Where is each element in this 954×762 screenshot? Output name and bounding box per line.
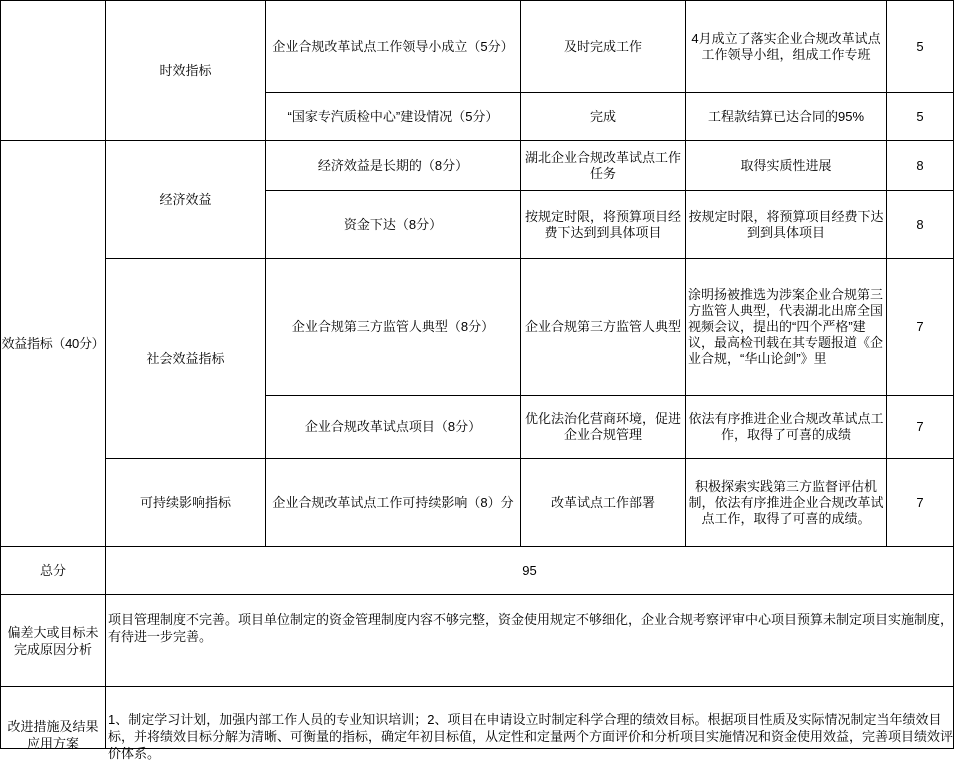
actual-value-cell[interactable]: 取得实质性进展: [686, 141, 887, 191]
improvement-plan-text[interactable]: 1、制定学习计划，加强内部工作人员的专业知识培训；2、项目在申请设立时制定科学合理的绩效目标。根据项目性质及实际情况制定当年绩效目标，并将绩效目标分解为清晰、可衡量的指标，确定年初目标值，从定性和定量两个方面评价和分析项目实施情况和资金使用效益，完善项目绩效评价体系。: [108, 712, 954, 761]
table-row: [1, 595, 954, 687]
actual-value-cell[interactable]: 按规定时限，将预算项目经费下达到到具体项目: [686, 191, 887, 259]
table-row: [1, 459, 954, 547]
score-cell[interactable]: 7: [887, 459, 954, 547]
score-cell[interactable]: 8: [887, 141, 954, 191]
subcategory-cell-timeliness[interactable]: 时效指标: [106, 1, 266, 141]
indicator-cell[interactable]: 企业合规改革试点项目（8分）: [266, 396, 521, 459]
indicator-cell[interactable]: 资金下达（8分）: [266, 191, 521, 259]
target-value-cell[interactable]: 企业合规第三方监管人典型: [521, 259, 686, 396]
subcategory-cell-economic[interactable]: 经济效益: [106, 141, 266, 259]
subcategory-cell-sustainable[interactable]: 可持续影响指标: [106, 459, 266, 547]
table-row: [1, 547, 954, 595]
target-value-cell[interactable]: 优化法治化营商环境，促进企业合规管理: [521, 396, 686, 459]
actual-value-cell[interactable]: 积极探索实践第三方监督评估机制，依法有序推进企业合规改革试点工作，取得了可喜的成绩。: [686, 459, 887, 547]
indicator-cell[interactable]: 经济效益是长期的（8分）: [266, 141, 521, 191]
score-cell[interactable]: 8: [887, 191, 954, 259]
improvement-label-text[interactable]: 改进措施及结果应用方案: [7, 719, 99, 751]
category-cell[interactable]: [1, 1, 106, 141]
total-label-cell[interactable]: 总分: [1, 547, 106, 595]
target-value-cell[interactable]: 改革试点工作部署: [521, 459, 686, 547]
target-value-cell[interactable]: 及时完成工作: [521, 1, 686, 93]
score-cell[interactable]: 5: [887, 93, 954, 141]
category-cell-benefit[interactable]: 效益指标（40分）: [1, 141, 106, 547]
actual-value-cell[interactable]: 依法有序推进企业合规改革试点工作，取得了可喜的成绩: [686, 396, 887, 459]
improvement-label-cell[interactable]: [1, 687, 106, 749]
total-score-cell[interactable]: 95: [106, 547, 954, 595]
score-cell[interactable]: 7: [887, 259, 954, 396]
indicator-cell[interactable]: 企业合规改革试点工作领导小成立（5分）: [266, 1, 521, 93]
table-row: [1, 259, 954, 396]
target-value-cell[interactable]: 湖北企业合规改革试点工作任务: [521, 141, 686, 191]
subcategory-cell-social[interactable]: 社会效益指标: [106, 259, 266, 459]
table-row: [1, 141, 954, 191]
table-row: [1, 1, 954, 93]
target-value-cell[interactable]: 按规定时限，将预算项目经费下达到到具体项目: [521, 191, 686, 259]
actual-value-cell[interactable]: 工程款结算已达合同的95%: [686, 93, 887, 141]
indicator-cell[interactable]: 企业合规改革试点工作可持续影响（8）分: [266, 459, 521, 547]
score-cell[interactable]: 7: [887, 396, 954, 459]
actual-value-cell[interactable]: 4月成立了落实企业合规改革试点工作领导小组，组成工作专班: [686, 1, 887, 93]
indicator-cell[interactable]: “国家专汽质检中心”建设情况（5分）: [266, 93, 521, 141]
indicator-cell[interactable]: 企业合规第三方监管人典型（8分）: [266, 259, 521, 396]
deviation-label-cell[interactable]: 偏差大或目标未完成原因分析: [1, 595, 106, 687]
table-row: [1, 687, 954, 749]
score-cell[interactable]: 5: [887, 1, 954, 93]
actual-value-cell[interactable]: 涂明扬被推选为涉案企业合规第三方监管人典型，代表湖北出席全国视频会议，提出的“四个严格”建议，最高检刊载在其专题报道《企业合规，“华山论剑”》里: [686, 259, 887, 396]
deviation-analysis-cell[interactable]: 项目管理制度不完善。项目单位制定的资金管理制度内容不够完整，资金使用规定不够细化，企业合规考察评审中心项目预算未制定项目实施制度，有待进一步完善。: [106, 595, 954, 687]
improvement-plan-cell[interactable]: [106, 687, 954, 761]
target-value-cell[interactable]: 完成: [521, 93, 686, 141]
